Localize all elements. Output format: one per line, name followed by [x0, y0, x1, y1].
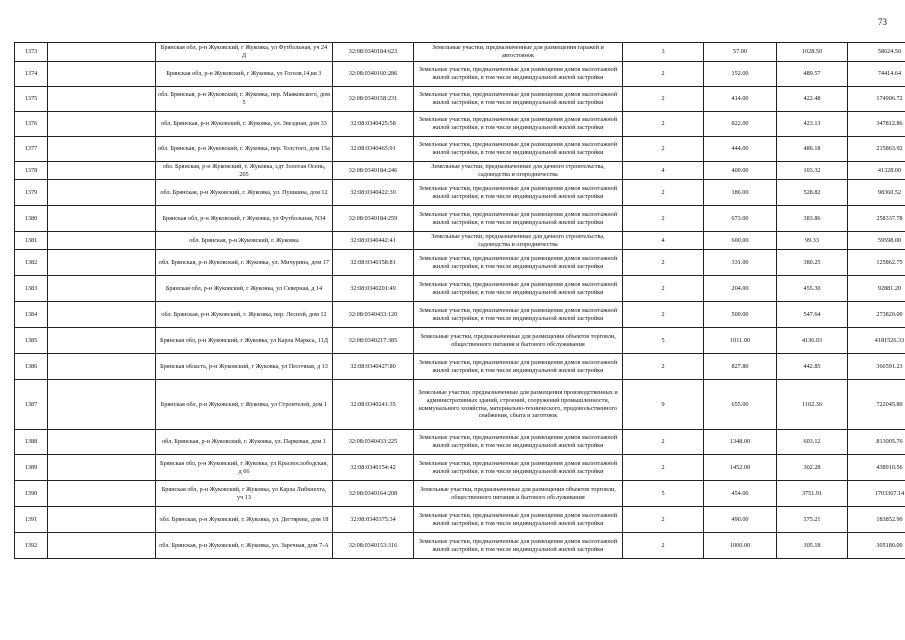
row-number: 1378: [15, 162, 48, 180]
land-use-cell: Земельные участки, предназначенные для дачного строительства, садоводства и огородничества: [414, 162, 623, 180]
row-number: 1374: [15, 62, 48, 87]
table-row: [15, 87, 905, 112]
area-cell: 1452.00: [704, 455, 777, 481]
price-cell: 547.64: [777, 302, 848, 328]
price-cell: 442.85: [777, 354, 848, 380]
row-number: 1379: [15, 180, 48, 206]
category-cell: 9: [623, 380, 704, 430]
total-value-cell: 347812.86: [848, 112, 905, 137]
area-cell: 1348.00: [704, 430, 777, 455]
category-cell: 4: [623, 162, 704, 180]
address-cell: Брянская обл, р-н Жуковский, г Жуковка, ул Карла Маркса, 11Д: [156, 328, 333, 354]
category-cell: 2: [623, 455, 704, 481]
land-use-cell: Земельные участки, предназначенные для размещения домов малоэтажной жилой застройки, в том числе индивидуальной жилой застройки: [414, 250, 623, 276]
cadastral-number-cell: 32:08:0340184:623: [333, 43, 414, 62]
area-cell: 414.00: [704, 87, 777, 112]
address-cell: обл. Брянская, р-н Жуковский, г. Жуковка, пер. Лесной, дом 12: [156, 302, 333, 328]
empty-cell: [48, 328, 156, 354]
table-row: [15, 507, 905, 533]
total-value-cell: 722045.80: [848, 380, 905, 430]
table-body: [15, 43, 905, 559]
category-cell: 2: [623, 533, 704, 559]
total-value-cell: 98360.52: [848, 180, 905, 206]
price-cell: 99.33: [777, 232, 848, 250]
total-value-cell: 58624.50: [848, 43, 905, 62]
row-number: 1384: [15, 302, 48, 328]
row-number: 1383: [15, 276, 48, 302]
empty-cell: [48, 137, 156, 162]
table-row: [15, 302, 905, 328]
cadastral-number-cell: 32:08:0340154:42: [333, 455, 414, 481]
area-cell: 1000.00: [704, 533, 777, 559]
address-cell: обл. Брянская, р-н Жуковский, г. Жуковка: [156, 232, 333, 250]
price-cell: 3751.91: [777, 481, 848, 507]
row-number: 1388: [15, 430, 48, 455]
row-number: 1382: [15, 250, 48, 276]
total-value-cell: 174906.72: [848, 87, 905, 112]
land-use-cell: Земельные участки, предназначенные для размещения домов малоэтажной жилой застройки, в том числе индивидуальной жилой застройки: [414, 112, 623, 137]
price-cell: 383.86: [777, 206, 848, 232]
land-use-cell: Земельные участки, предназначенные для дачного строительства, садоводства и огородничества: [414, 232, 623, 250]
empty-cell: [48, 380, 156, 430]
price-cell: 455.30: [777, 276, 848, 302]
cadastral-number-cell: 32:08:0340433:225: [333, 430, 414, 455]
land-use-cell: Земельные участки, предназначенные для размещения домов малоэтажной жилой застройки, в том числе индивидуальной жилой застройки: [414, 62, 623, 87]
empty-cell: [48, 354, 156, 380]
table-row: [15, 533, 905, 559]
area-cell: 822.00: [704, 112, 777, 137]
category-cell: 2: [623, 354, 704, 380]
land-use-cell: Земельные участки, предназначенные для размещения домов малоэтажной жилой застройки, в том числе индивидуальной жилой застройки: [414, 137, 623, 162]
land-use-cell: Земельные участки, предназначенные для размещения домов малоэтажной жилой застройки, в том числе индивидуальной жилой застройки: [414, 533, 623, 559]
area-cell: 655.00: [704, 380, 777, 430]
category-cell: 3: [623, 43, 704, 62]
table-row: [15, 250, 905, 276]
land-use-cell: Земельные участки, предназначенные для размещения домов малоэтажной жилой застройки, в том числе индивидуальной жилой застройки: [414, 302, 623, 328]
cadastral-number-cell: 32:08:0340164:208: [333, 481, 414, 507]
cadastral-number-cell: 32:08:0340160:286: [333, 62, 414, 87]
table-row: [15, 112, 905, 137]
empty-cell: [48, 455, 156, 481]
empty-cell: [48, 180, 156, 206]
address-cell: обл. Брянская, р-н Жуковский, г. Жуковка, пер. Толстого, дом 15а: [156, 137, 333, 162]
cadastral-number-cell: 32:08:0340184:246: [333, 162, 414, 180]
address-cell: обл. Брянская, р-н Жуковский, г. Жуковка, ул. Пушкина, дом 12: [156, 180, 333, 206]
address-cell: Брянская обл, р-н Жуковский, г Жуковка, ул Футбольная, N34: [156, 206, 333, 232]
table-row: [15, 162, 905, 180]
address-cell: Брянская обл, р-н Жуковский, г Жуковка, ул Гоголя,14,кв 3: [156, 62, 333, 87]
cadastral-number-cell: 32:08:0340153:316: [333, 533, 414, 559]
price-cell: 486.18: [777, 137, 848, 162]
area-cell: 673.00: [704, 206, 777, 232]
total-value-cell: 74414.64: [848, 62, 905, 87]
row-number: 1375: [15, 87, 48, 112]
page-number: 73: [878, 17, 887, 27]
category-cell: 2: [623, 250, 704, 276]
land-use-cell: Земельные участки, предназначенные для размещения гаражей и автостоянок: [414, 43, 623, 62]
cadastral-number-cell: 32:08:0340442:41: [333, 232, 414, 250]
category-cell: 2: [623, 430, 704, 455]
total-value-cell: 41328.00: [848, 162, 905, 180]
total-value-cell: 125862.75: [848, 250, 905, 276]
land-use-cell: Земельные участки, предназначенные для размещения домов малоэтажной жилой застройки, в том числе индивидуальной жилой застройки: [414, 507, 623, 533]
price-cell: 603.12: [777, 430, 848, 455]
row-number: 1391: [15, 507, 48, 533]
price-cell: 375.21: [777, 507, 848, 533]
area-cell: 204.00: [704, 276, 777, 302]
area-cell: 331.00: [704, 250, 777, 276]
land-use-cell: Земельные участки, предназначенные для размещения домов малоэтажной жилой застройки, в том числе индивидуальной жилой застройки: [414, 455, 623, 481]
price-cell: 305.18: [777, 533, 848, 559]
table-row: [15, 481, 905, 507]
land-use-cell: Земельные участки, предназначенные для размещения домов малоэтажной жилой застройки, в том числе индивидуальной жилой застройки: [414, 354, 623, 380]
price-cell: 1102.36: [777, 380, 848, 430]
area-cell: 500.00: [704, 302, 777, 328]
row-number: 1377: [15, 137, 48, 162]
category-cell: 4: [623, 232, 704, 250]
empty-cell: [48, 206, 156, 232]
area-cell: 600.00: [704, 232, 777, 250]
total-value-cell: 183852.90: [848, 507, 905, 533]
address-cell: обл. Брянская, р-н Жуковский, г. Жуковка, пер. Маяковского, дом 5: [156, 87, 333, 112]
address-cell: обл. Брянская, р-н Жуковский, г. Жуковка, ул. Звездная, дом 33: [156, 112, 333, 137]
category-cell: 2: [623, 112, 704, 137]
land-use-cell: Земельные участки, предназначенные для размещения домов малоэтажной жилой застройки, в том числе индивидуальной жилой застройки: [414, 276, 623, 302]
table-row: [15, 43, 905, 62]
address-cell: Брянская область, р-н Жуковский, г Жуковка, ул Песочная, д 13: [156, 354, 333, 380]
row-number: 1380: [15, 206, 48, 232]
table-row: [15, 380, 905, 430]
address-cell: Брянская обл, р-н Жуковский, г Жуковка, ул Краснослободская, д 66: [156, 455, 333, 481]
land-use-cell: Земельные участки, предназначенные для размещения домов малоэтажной жилой застройки, в том числе индивидуальной жилой застройки: [414, 206, 623, 232]
cadastral-number-cell: 32:08:0340422:30: [333, 180, 414, 206]
empty-cell: [48, 250, 156, 276]
cadastral-number-cell: 32:08:0340184:259: [333, 206, 414, 232]
category-cell: 2: [623, 206, 704, 232]
cadastral-number-cell: 32:08:0340158:231: [333, 87, 414, 112]
total-value-cell: 92881.20: [848, 276, 905, 302]
category-cell: 2: [623, 180, 704, 206]
table-row: [15, 430, 905, 455]
total-value-cell: 438910.56: [848, 455, 905, 481]
address-cell: Брянская обл, р-н Жуковский, г Жуковка, ул Карла Либкнехта, уч 13: [156, 481, 333, 507]
row-number: 1385: [15, 328, 48, 354]
total-value-cell: 1703367.14: [848, 481, 905, 507]
area-cell: 454.00: [704, 481, 777, 507]
row-number: 1390: [15, 481, 48, 507]
table-row: [15, 232, 905, 250]
row-number: 1389: [15, 455, 48, 481]
cadastral-number-cell: 32:08:0340201:49: [333, 276, 414, 302]
table-row: [15, 62, 905, 87]
price-cell: 103.32: [777, 162, 848, 180]
price-cell: 380.25: [777, 250, 848, 276]
table-row: [15, 455, 905, 481]
land-registry-table: [14, 42, 905, 559]
empty-cell: [48, 112, 156, 137]
empty-cell: [48, 507, 156, 533]
price-cell: 4136.03: [777, 328, 848, 354]
address-cell: Брянская обл, р-н Жуковский, г Жуковка, ул Строителей, дом 1: [156, 380, 333, 430]
category-cell: 2: [623, 62, 704, 87]
area-cell: 490.00: [704, 507, 777, 533]
area-cell: 186.00: [704, 180, 777, 206]
category-cell: 2: [623, 302, 704, 328]
address-cell: обл. Брянская, р-н Жуковский, г. Жуковка, ул. Заречная, дом 7-А: [156, 533, 333, 559]
cadastral-number-cell: 32:08:0340465:91: [333, 137, 414, 162]
cadastral-number-cell: 32:08:0340241:35: [333, 380, 414, 430]
total-value-cell: 215863.92: [848, 137, 905, 162]
cadastral-number-cell: 32:08:0340425:58: [333, 112, 414, 137]
area-cell: 57.00: [704, 43, 777, 62]
address-cell: обл. Брянская, р-н Жуковский, г. Жуковка, ул. Парковая, дом 1: [156, 430, 333, 455]
empty-cell: [48, 302, 156, 328]
row-number: 1381: [15, 232, 48, 250]
land-use-cell: Земельные участки, предназначенные для размещения домов малоэтажной жилой застройки, в том числе индивидуальной жилой застройки: [414, 180, 623, 206]
cadastral-number-cell: 32:08:0340158:81: [333, 250, 414, 276]
total-value-cell: 273820.00: [848, 302, 905, 328]
cadastral-number-cell: 32:08:0340427:80: [333, 354, 414, 380]
table-row: [15, 328, 905, 354]
row-number: 1392: [15, 533, 48, 559]
total-value-cell: 305180.00: [848, 533, 905, 559]
cadastral-number-cell: 32:08:0340375:34: [333, 507, 414, 533]
empty-cell: [48, 87, 156, 112]
land-use-cell: Земельные участки, предназначенные для размещения производственных и административных зданий, строений, сооружений промышленности, коммунального хозяйства, материально-технического, продовольственного снабжения, сбыта и заготовок: [414, 380, 623, 430]
price-cell: 423.13: [777, 112, 848, 137]
empty-cell: [48, 481, 156, 507]
table-row: [15, 206, 905, 232]
area-cell: 827.80: [704, 354, 777, 380]
row-number: 1373: [15, 43, 48, 62]
row-number: 1376: [15, 112, 48, 137]
land-use-cell: Земельные участки, предназначенные для размещения объектов торговли, общественного питания и бытового обслуживания: [414, 481, 623, 507]
category-cell: 5: [623, 481, 704, 507]
address-cell: Брянская обл, р-н Жуковский, г Жуковка, ул Северная, д 14: [156, 276, 333, 302]
table-row: [15, 137, 905, 162]
total-value-cell: 258337.78: [848, 206, 905, 232]
area-cell: 152.00: [704, 62, 777, 87]
area-cell: 1011.00: [704, 328, 777, 354]
empty-cell: [48, 232, 156, 250]
category-cell: 5: [623, 328, 704, 354]
cadastral-number-cell: 32:08:0340217:385: [333, 328, 414, 354]
address-cell: обл. Брянская, р-н Жуковский, г. Жуковка, ул. Дегтярева, дом 18: [156, 507, 333, 533]
row-number: 1386: [15, 354, 48, 380]
total-value-cell: 4181526.33: [848, 328, 905, 354]
address-cell: обл. Брянская, р-н Жуковский, г. Жуковка, ул. Мичурина, дом 17: [156, 250, 333, 276]
land-use-cell: Земельные участки, предназначенные для размещения домов малоэтажной жилой застройки, в том числе индивидуальной жилой застройки: [414, 430, 623, 455]
category-cell: 2: [623, 507, 704, 533]
empty-cell: [48, 162, 156, 180]
total-value-cell: 59598.00: [848, 232, 905, 250]
address-cell: Брянская обл, р-н Жуковский, г Жуковка, ул Футбольная, уч 24 Д: [156, 43, 333, 62]
category-cell: 2: [623, 276, 704, 302]
cadastral-number-cell: 32:08:0340433:120: [333, 302, 414, 328]
address-cell: обл. Брянская, р-н Жуковский, г. Жуковка, сдт Золотая Осень, 205: [156, 162, 333, 180]
area-cell: 400.00: [704, 162, 777, 180]
total-value-cell: 366591.23: [848, 354, 905, 380]
empty-cell: [48, 276, 156, 302]
price-cell: 528.82: [777, 180, 848, 206]
area-cell: 444.00: [704, 137, 777, 162]
table-row: [15, 354, 905, 380]
land-use-cell: Земельные участки, предназначенные для размещения домов малоэтажной жилой застройки, в том числе индивидуальной жилой застройки: [414, 87, 623, 112]
empty-cell: [48, 43, 156, 62]
empty-cell: [48, 62, 156, 87]
price-cell: 302.28: [777, 455, 848, 481]
category-cell: 2: [623, 87, 704, 112]
category-cell: 2: [623, 137, 704, 162]
price-cell: 1028.50: [777, 43, 848, 62]
price-cell: 489.57: [777, 62, 848, 87]
empty-cell: [48, 533, 156, 559]
total-value-cell: 813005.76: [848, 430, 905, 455]
land-use-cell: Земельные участки, предназначенные для размещения объектов торговли, общественного питания и бытового обслуживания: [414, 328, 623, 354]
table-row: [15, 180, 905, 206]
price-cell: 422.48: [777, 87, 848, 112]
row-number: 1387: [15, 380, 48, 430]
table-row: [15, 276, 905, 302]
empty-cell: [48, 430, 156, 455]
